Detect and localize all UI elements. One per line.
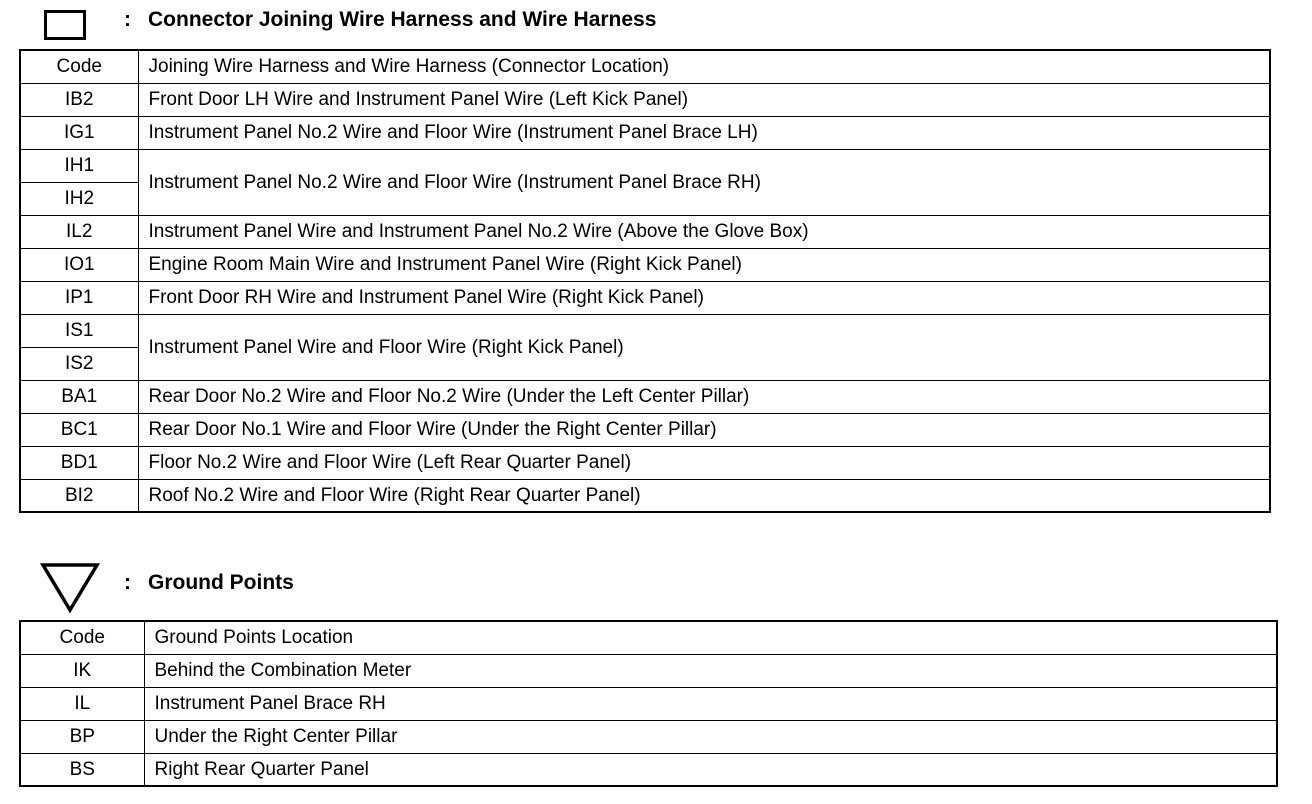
table-row — [20, 149, 1270, 182]
connector-code-cell: IL2 — [20, 215, 138, 248]
connector-title-colon: : — [124, 8, 131, 31]
table-row — [20, 314, 1270, 347]
connector-location-cell: Front Door LH Wire and Instrument Panel Wire (Left Kick Panel) — [138, 83, 1270, 116]
connector-location-cell: Instrument Panel Wire and Floor Wire (Right Kick Panel) — [138, 314, 1270, 380]
table-row — [20, 248, 1270, 281]
ground-location-cell: Right Rear Quarter Panel — [144, 753, 1277, 786]
connector-code-cell: BI2 — [20, 479, 138, 512]
connector-location-cell: Floor No.2 Wire and Floor Wire (Left Rear Quarter Panel) — [138, 446, 1270, 479]
ground-code-cell: IK — [20, 654, 144, 687]
table-row — [20, 687, 1277, 720]
ground-title-colon: : — [124, 571, 131, 594]
ground-symbol-icon — [40, 562, 100, 614]
ground-code-cell: BS — [20, 753, 144, 786]
connector-code-cell: BD1 — [20, 446, 138, 479]
table-header-row — [20, 50, 1270, 83]
table-row — [20, 479, 1270, 512]
connector-code-cell: BA1 — [20, 380, 138, 413]
ground-section-title: Ground Points — [148, 571, 294, 594]
connector-code-cell: IS1 — [20, 314, 138, 347]
connector-location-cell: Engine Room Main Wire and Instrument Panel Wire (Right Kick Panel) — [138, 248, 1270, 281]
connector-code-cell: IP1 — [20, 281, 138, 314]
location-column-header: Ground Points Location — [144, 621, 1277, 654]
code-column-header: Code — [20, 50, 138, 83]
connector-location-cell: Roof No.2 Wire and Floor Wire (Right Rear Quarter Panel) — [138, 479, 1270, 512]
ground-code-cell: IL — [20, 687, 144, 720]
connector-code-cell: IH2 — [20, 182, 138, 215]
table-row — [20, 83, 1270, 116]
table-row — [20, 413, 1270, 446]
connector-symbol-icon — [44, 10, 86, 40]
table-row — [20, 446, 1270, 479]
connector-location-cell: Instrument Panel No.2 Wire and Floor Wire (Instrument Panel Brace LH) — [138, 116, 1270, 149]
ground-code-cell: BP — [20, 720, 144, 753]
table-row — [20, 116, 1270, 149]
connector-code-cell: BC1 — [20, 413, 138, 446]
connector-code-cell: IH1 — [20, 149, 138, 182]
table-row — [20, 654, 1277, 687]
connector-code-cell: IS2 — [20, 347, 138, 380]
ground-location-cell: Behind the Combination Meter — [144, 654, 1277, 687]
table-row — [20, 720, 1277, 753]
ground-points-table — [19, 620, 1278, 787]
connector-table — [19, 49, 1271, 513]
connector-code-cell: IB2 — [20, 83, 138, 116]
connector-code-cell: IO1 — [20, 248, 138, 281]
ground-location-cell: Under the Right Center Pillar — [144, 720, 1277, 753]
connector-code-cell: IG1 — [20, 116, 138, 149]
connector-location-cell: Front Door RH Wire and Instrument Panel Wire (Right Kick Panel) — [138, 281, 1270, 314]
table-row — [20, 215, 1270, 248]
table-row — [20, 281, 1270, 314]
ground-location-cell: Instrument Panel Brace RH — [144, 687, 1277, 720]
connector-location-cell: Instrument Panel No.2 Wire and Floor Wire (Instrument Panel Brace RH) — [138, 149, 1270, 215]
table-row — [20, 753, 1277, 786]
connector-location-cell: Instrument Panel Wire and Instrument Panel No.2 Wire (Above the Glove Box) — [138, 215, 1270, 248]
connector-section-title: Connector Joining Wire Harness and Wire Harness — [148, 8, 657, 31]
table-header-row — [20, 621, 1277, 654]
code-column-header: Code — [20, 621, 144, 654]
connector-location-cell: Rear Door No.1 Wire and Floor Wire (Under the Right Center Pillar) — [138, 413, 1270, 446]
connector-location-cell: Rear Door No.2 Wire and Floor No.2 Wire (Under the Left Center Pillar) — [138, 380, 1270, 413]
location-column-header: Joining Wire Harness and Wire Harness (Connector Location) — [138, 50, 1270, 83]
table-row — [20, 380, 1270, 413]
